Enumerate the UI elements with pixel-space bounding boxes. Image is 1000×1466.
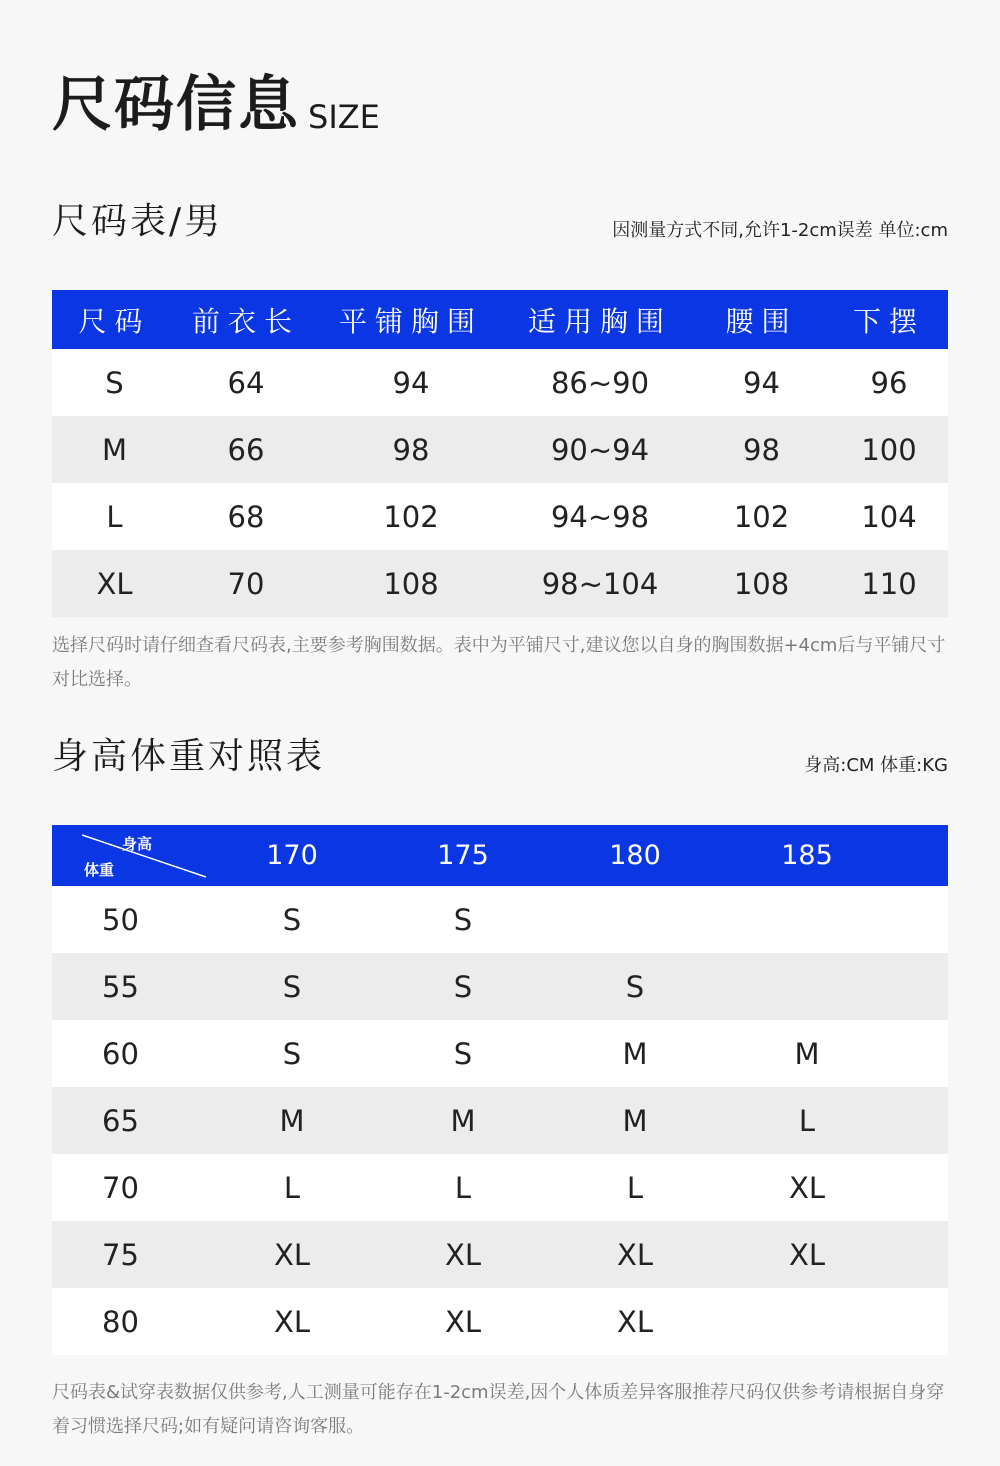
header-waist: 腰围 [725, 304, 798, 338]
size-cell: 68 [227, 499, 265, 534]
recommended-size-cell: S [282, 969, 302, 1004]
size-cell: 98~104 [541, 566, 659, 601]
size-row [52, 416, 948, 483]
recommended-size-cell: S [453, 902, 473, 937]
recommended-size-cell: S [625, 969, 645, 1004]
height-175: 175 [437, 840, 489, 871]
hw-row [52, 1221, 948, 1288]
size-cell: 96 [870, 365, 908, 400]
row-spacer [893, 1020, 948, 1087]
recommended-size-cell: M [450, 1103, 476, 1138]
size-section-header [52, 200, 948, 244]
recommended-size-cell: L [798, 1103, 816, 1138]
recommended-size-cell [721, 953, 893, 1020]
size-row [52, 483, 948, 550]
size-cell: 110 [861, 566, 917, 601]
hw-section-header [52, 735, 948, 779]
size-table-header-row [52, 290, 948, 349]
corner-weight-label: 体重 [84, 861, 115, 879]
size-cell: 102 [733, 499, 790, 534]
size-cell: 70 [227, 566, 265, 601]
size-cell: 64 [227, 365, 265, 400]
recommended-size-cell: S [453, 1036, 473, 1071]
recommended-size-cell [549, 886, 721, 953]
recommended-size-cell: M [794, 1036, 820, 1071]
hw-row [52, 1154, 948, 1221]
size-cell: 100 [861, 432, 917, 467]
weight-cell: 50 [102, 902, 139, 937]
size-cell: M [101, 432, 128, 467]
recommended-size-cell: S [453, 969, 473, 1004]
recommended-size-cell [721, 886, 893, 953]
recommended-size-cell: XL [273, 1237, 311, 1272]
recommended-size-cell: XL [273, 1304, 311, 1339]
recommended-size-cell: M [622, 1103, 648, 1138]
size-footnote: 选择尺码时请仔细查看尺码表,主要参考胸围数据。表中为平铺尺寸,建议您以自身的胸围数据+4cm后与平铺尺寸对比选择。 [52, 635, 946, 690]
recommended-size-cell: L [454, 1170, 472, 1205]
corner-cell [52, 825, 207, 886]
weight-cell: 70 [102, 1170, 139, 1205]
row-spacer [893, 953, 948, 1020]
height-185: 185 [781, 840, 833, 871]
header-length: 前衣长 [191, 304, 300, 338]
row-spacer [893, 886, 948, 953]
title-cn: 尺码信息 [52, 70, 300, 140]
size-cell: 94 [743, 365, 780, 400]
row-spacer [893, 1288, 948, 1355]
weight-cell: 75 [102, 1237, 139, 1272]
recommended-size-cell: S [282, 1036, 302, 1071]
title-en: SIZE [308, 98, 380, 136]
hw-row [52, 953, 948, 1020]
row-spacer [893, 1221, 948, 1288]
recommended-size-cell: M [622, 1036, 648, 1071]
size-cell: 94 [392, 365, 430, 400]
header-size: 尺码 [78, 304, 151, 338]
header-hem: 下摆 [852, 304, 925, 338]
row-spacer [893, 1154, 948, 1221]
size-cell: 98 [392, 432, 430, 467]
size-cell: 108 [733, 566, 790, 601]
page-title [52, 70, 380, 140]
weight-cell: 55 [102, 969, 139, 1004]
hw-section-heading: 身高体重对照表 [52, 736, 326, 777]
size-row [52, 349, 948, 416]
size-cell: L [106, 499, 123, 534]
hw-section-note: 身高:CM 体重:KG [804, 755, 948, 776]
recommended-size-cell: L [626, 1170, 644, 1205]
size-cell: 94~98 [550, 499, 650, 534]
header-flat-chest: 平铺胸围 [338, 304, 483, 338]
weight-cell: 60 [102, 1036, 139, 1071]
recommended-size-cell: XL [444, 1237, 482, 1272]
recommended-size-cell [721, 1288, 893, 1355]
size-cell: 104 [861, 499, 917, 534]
recommended-size-cell: M [279, 1103, 305, 1138]
size-cell: 108 [383, 566, 439, 601]
size-cell: 102 [383, 499, 439, 534]
size-section-note: 因测量方式不同,允许1-2cm误差 单位:cm [612, 220, 948, 241]
size-cell: 86~90 [550, 365, 650, 400]
size-cell: 98 [743, 432, 780, 467]
height-180: 180 [609, 840, 661, 871]
hw-row [52, 1020, 948, 1087]
size-row [52, 550, 948, 617]
hw-row [52, 1087, 948, 1154]
size-cell: 90~94 [550, 432, 650, 467]
header-spacer [893, 825, 948, 886]
recommended-size-cell: XL [616, 1304, 654, 1339]
recommended-size-cell: L [283, 1170, 301, 1205]
recommended-size-cell: XL [616, 1237, 654, 1272]
corner-height-label: 身高 [122, 835, 153, 853]
weight-cell: 65 [102, 1103, 139, 1138]
recommended-size-cell: XL [788, 1237, 826, 1272]
hw-row [52, 1288, 948, 1355]
height-170: 170 [266, 840, 318, 871]
hw-footnote: 尺码表&试穿表数据仅供参考,人工测量可能存在1-2cm误差,因个人体质差异客服推荐尺码仅供参考请根据自身穿着习惯选择尺码;如有疑问请咨询客服。 [52, 1382, 945, 1437]
row-spacer [893, 1087, 948, 1154]
header-fit-chest: 适用胸围 [527, 304, 672, 338]
recommended-size-cell: XL [788, 1170, 826, 1205]
recommended-size-cell: XL [444, 1304, 482, 1339]
hw-table-header-row [52, 825, 948, 886]
size-section-heading: 尺码表/男 [52, 201, 224, 242]
size-table [52, 290, 948, 617]
weight-cell: 80 [102, 1304, 139, 1339]
size-cell: XL [96, 566, 133, 601]
height-weight-table [52, 825, 948, 1355]
recommended-size-cell: S [282, 902, 302, 937]
hw-row [52, 886, 948, 953]
size-cell: 66 [227, 432, 265, 467]
size-cell: S [105, 365, 124, 400]
